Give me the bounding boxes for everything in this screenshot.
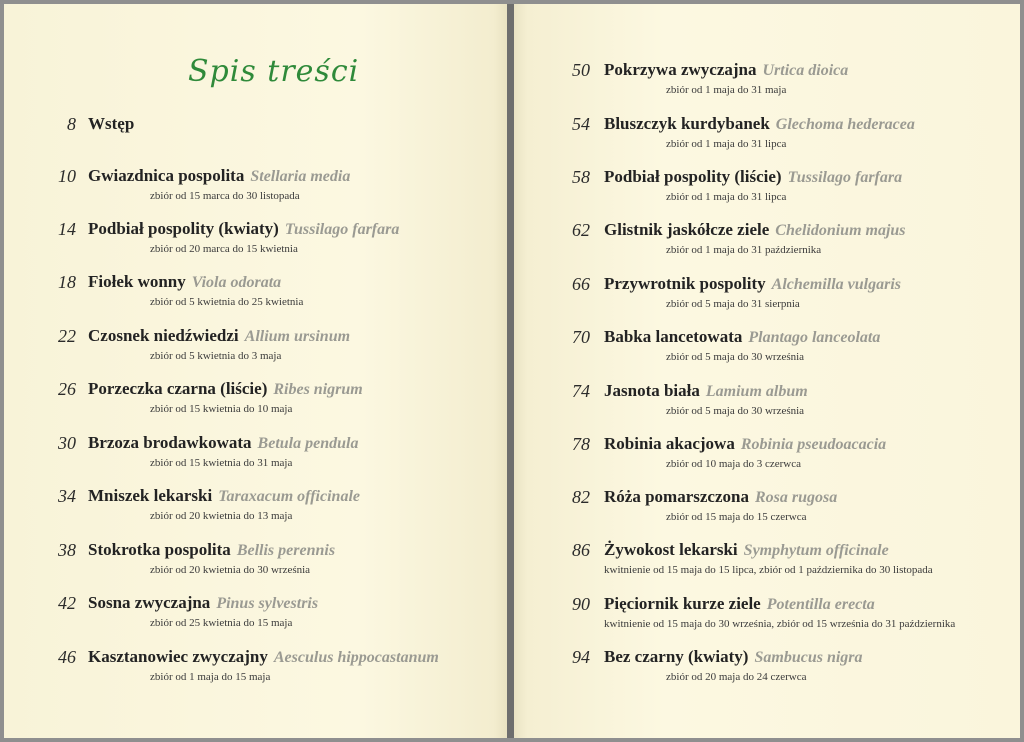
toc-title-line: [604, 647, 863, 667]
toc-page-number: 14: [58, 219, 76, 239]
latin-name: Pinus sylvestris: [216, 595, 319, 612]
harvest-season: zbiór od 1 maja do 15 maja: [150, 671, 271, 683]
toc-title-line: [604, 114, 915, 134]
book-spread: [4, 4, 1020, 738]
latin-name: Chelidonium majus: [775, 222, 906, 239]
plant-name: Gwiazdnica pospolita: [88, 166, 245, 185]
plant-name: Wstęp: [88, 114, 135, 133]
plant-name: Czosnek niedźwiedzi: [88, 326, 239, 345]
toc-page-number: 54: [572, 114, 590, 134]
latin-name: Plantago lanceolata: [748, 329, 881, 346]
toc-page-number: 62: [572, 220, 590, 240]
toc-title-line: [604, 434, 886, 454]
toc-page-number: 74: [572, 381, 590, 401]
harvest-season: zbiór od 5 kwietnia do 3 maja: [150, 350, 282, 362]
harvest-season: zbiór od 10 maja do 3 czerwca: [666, 458, 801, 470]
toc-page-number: 26: [58, 379, 76, 399]
toc-title-line: [604, 167, 902, 187]
toc-page-number: 78: [572, 434, 590, 454]
latin-name: Robinia pseudoacacia: [740, 436, 887, 453]
toc-page-number: 34: [58, 486, 76, 506]
plant-name: Stokrotka pospolita: [88, 540, 231, 559]
toc-title-line: [88, 219, 399, 239]
plant-name: Podbiał pospolity (kwiaty): [88, 219, 279, 238]
plant-name: Sosna zwyczajna: [88, 593, 211, 612]
latin-name: Alchemilla vulgaris: [771, 276, 902, 293]
toc-title-line: [604, 540, 889, 560]
harvest-season: zbiór od 20 kwietnia do 30 września: [150, 564, 311, 576]
harvest-season: kwitnienie od 15 maja do 15 lipca, zbiór od 1 października do 30 listopada: [604, 564, 933, 576]
toc-page-number: 42: [58, 593, 76, 613]
toc-page-number: 82: [572, 487, 590, 507]
toc-page-number: 8: [67, 114, 76, 134]
toc-title-line: [88, 326, 350, 346]
toc-title-line: [604, 594, 875, 614]
toc-page-number: 38: [58, 540, 76, 560]
harvest-season: zbiór od 5 maja do 30 września: [666, 351, 805, 363]
harvest-season: zbiór od 5 maja do 31 sierpnia: [666, 298, 800, 310]
latin-name: Glechoma hederacea: [775, 116, 915, 133]
plant-name: Robinia akacjowa: [604, 434, 735, 453]
plant-name: Róża pomarszczona: [604, 487, 749, 506]
toc-title-line: [88, 540, 335, 560]
toc-title-line: [604, 381, 808, 401]
plant-name: Glistnik jaskółcze ziele: [604, 220, 770, 239]
toc-title-line: [604, 327, 880, 347]
latin-name: Potentilla erecta: [766, 596, 875, 613]
plant-name: Kasztanowiec zwyczajny: [88, 647, 268, 666]
harvest-season: zbiór od 20 kwietnia do 13 maja: [150, 510, 293, 522]
latin-name: Tussilago farfara: [284, 221, 400, 238]
toc-page-number: 94: [572, 647, 590, 667]
plant-name: Pokrzywa zwyczajna: [604, 60, 757, 79]
harvest-season: zbiór od 1 maja do 31 października: [666, 244, 822, 256]
toc-title-line: [88, 486, 360, 506]
latin-name: Aesculus hippocastanum: [273, 649, 439, 666]
harvest-season: zbiór od 15 marca do 30 listopada: [150, 190, 300, 202]
toc-title-line: [88, 379, 363, 399]
harvest-season: zbiór od 25 kwietnia do 15 maja: [150, 617, 293, 629]
harvest-season: kwitnienie od 15 maja do 30 września, zbiór od 15 września do 31 października: [604, 618, 956, 630]
toc-page-number: 58: [572, 167, 590, 187]
latin-name: Stellaria media: [250, 168, 351, 185]
plant-name: Pięciornik kurze ziele: [604, 594, 761, 613]
harvest-season: zbiór od 15 kwietnia do 31 maja: [150, 457, 293, 469]
harvest-season: zbiór od 1 maja do 31 maja: [666, 84, 787, 96]
latin-name: Symphytum officinale: [743, 542, 889, 559]
latin-name: Ribes nigrum: [273, 381, 363, 398]
toc-page-number: 46: [58, 647, 76, 667]
toc-title-line: [88, 647, 439, 667]
plant-name: Fiołek wonny: [88, 272, 186, 291]
plant-name: Żywokost lekarski: [604, 540, 738, 559]
latin-name: Betula pendula: [257, 435, 359, 452]
harvest-season: zbiór od 15 maja do 15 czerwca: [666, 511, 807, 523]
left-page: [4, 4, 509, 738]
toc-page-number: 90: [572, 594, 590, 614]
harvest-season: zbiór od 20 marca do 15 kwietnia: [150, 243, 298, 255]
toc-title-line: [88, 166, 350, 186]
toc-title-line: [604, 274, 901, 294]
toc-title-line: [88, 593, 318, 613]
harvest-season: zbiór od 15 kwietnia do 10 maja: [150, 403, 293, 415]
toc-title-line: [88, 433, 358, 453]
plant-name: Przywrotnik pospolity: [604, 274, 766, 293]
latin-name: Allium ursinum: [244, 328, 351, 345]
latin-name: Urtica dioica: [762, 62, 849, 79]
toc-title-line: [604, 60, 848, 80]
toc-page-number: 86: [572, 540, 590, 560]
latin-name: Lamium album: [705, 383, 808, 400]
plant-name: Porzeczka czarna (liście): [88, 379, 268, 398]
plant-name: Mniszek lekarski: [88, 486, 213, 505]
plant-name: Bluszczyk kurdybanek: [604, 114, 770, 133]
toc-title-line: [604, 220, 906, 240]
right-page: [512, 4, 1020, 738]
toc-title-line: [88, 272, 281, 292]
harvest-season: zbiór od 20 maja do 24 czerwca: [666, 671, 807, 683]
toc-page-number: 10: [58, 166, 76, 186]
plant-name: Podbiał pospolity (liście): [604, 167, 782, 186]
toc-page-number: 22: [58, 326, 76, 346]
toc-page-number: 70: [572, 327, 590, 347]
plant-name: Brzoza brodawkowata: [88, 433, 252, 452]
harvest-season: zbiór od 1 maja do 31 lipca: [666, 138, 787, 150]
plant-name: Babka lancetowata: [604, 327, 743, 346]
latin-name: Viola odorata: [191, 274, 282, 291]
latin-name: Bellis perennis: [236, 542, 336, 559]
plant-name: Jasnota biała: [604, 381, 700, 400]
book-gutter: [507, 4, 514, 738]
harvest-season: zbiór od 5 kwietnia do 25 kwietnia: [150, 296, 304, 308]
toc-page-number: 50: [572, 60, 590, 80]
harvest-season: zbiór od 5 maja do 30 września: [666, 405, 805, 417]
page-title: Spis treści: [188, 54, 360, 89]
latin-name: Taraxacum officinale: [218, 488, 360, 505]
plant-name: Bez czarny (kwiaty): [604, 647, 749, 666]
toc-page-number: 30: [58, 433, 76, 453]
toc-page-number: 66: [572, 274, 590, 294]
latin-name: Rosa rugosa: [754, 489, 838, 506]
toc-title-line: [604, 487, 837, 507]
toc-page-number: 18: [58, 272, 76, 292]
harvest-season: zbiór od 1 maja do 31 lipca: [666, 191, 787, 203]
latin-name: Sambucus nigra: [754, 649, 863, 666]
toc-title-line: [88, 114, 140, 134]
latin-name: Tussilago farfara: [787, 169, 903, 186]
